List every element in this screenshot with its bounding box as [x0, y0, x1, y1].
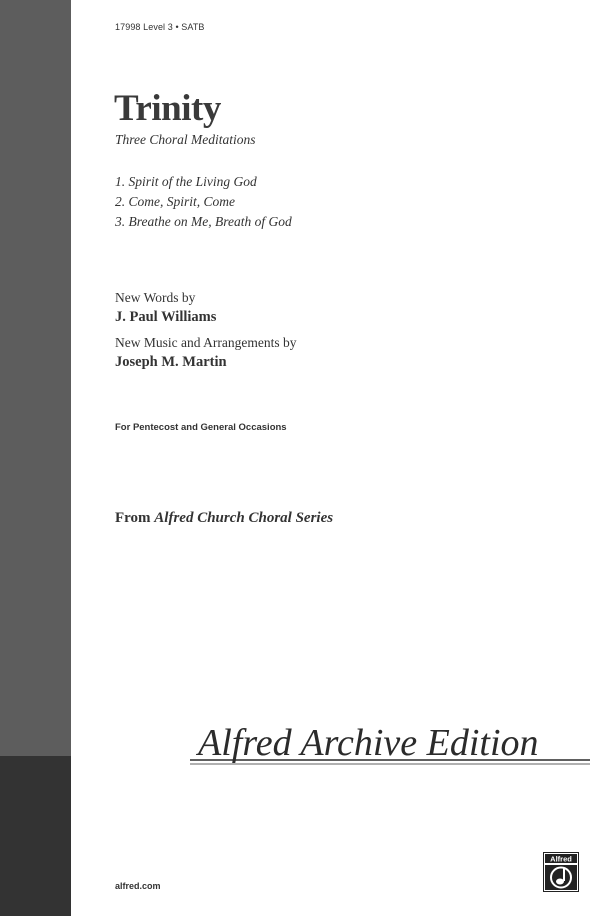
series-prefix: From [115, 510, 155, 526]
alfred-publisher-logo [543, 852, 579, 892]
series-name: Alfred Church Choral Series [154, 510, 334, 526]
page-title: Trinity [114, 88, 221, 129]
occasion-note: For Pentecost and General Occasions [115, 422, 287, 433]
list-item: 1. Spirit of the Living God [115, 174, 257, 189]
publisher-logo-text: Alfred [550, 854, 572, 864]
movement-list [115, 172, 292, 232]
edition-logo-text: Alfred Archive Edition [198, 722, 539, 764]
subtitle: Three Choral Meditations [115, 132, 256, 147]
music-author: Joseph M. Martin [115, 354, 227, 370]
list-item: 2. Come, Spirit, Come [115, 194, 235, 209]
series-line [115, 510, 333, 527]
words-label: New Words by [115, 290, 196, 305]
list-item: 3. Breathe on Me, Breath of God [115, 214, 292, 229]
words-author: J. Paul Williams [115, 309, 217, 325]
music-label: New Music and Arrangements by [115, 335, 297, 350]
alfred-archive-edition-logo [190, 712, 590, 768]
sidebar-band-top [0, 0, 71, 756]
sidebar-band-bottom [0, 756, 71, 916]
catalog-line: 17998 Level 3 • SATB [115, 22, 205, 32]
website-link[interactable]: alfred.com [115, 881, 161, 891]
